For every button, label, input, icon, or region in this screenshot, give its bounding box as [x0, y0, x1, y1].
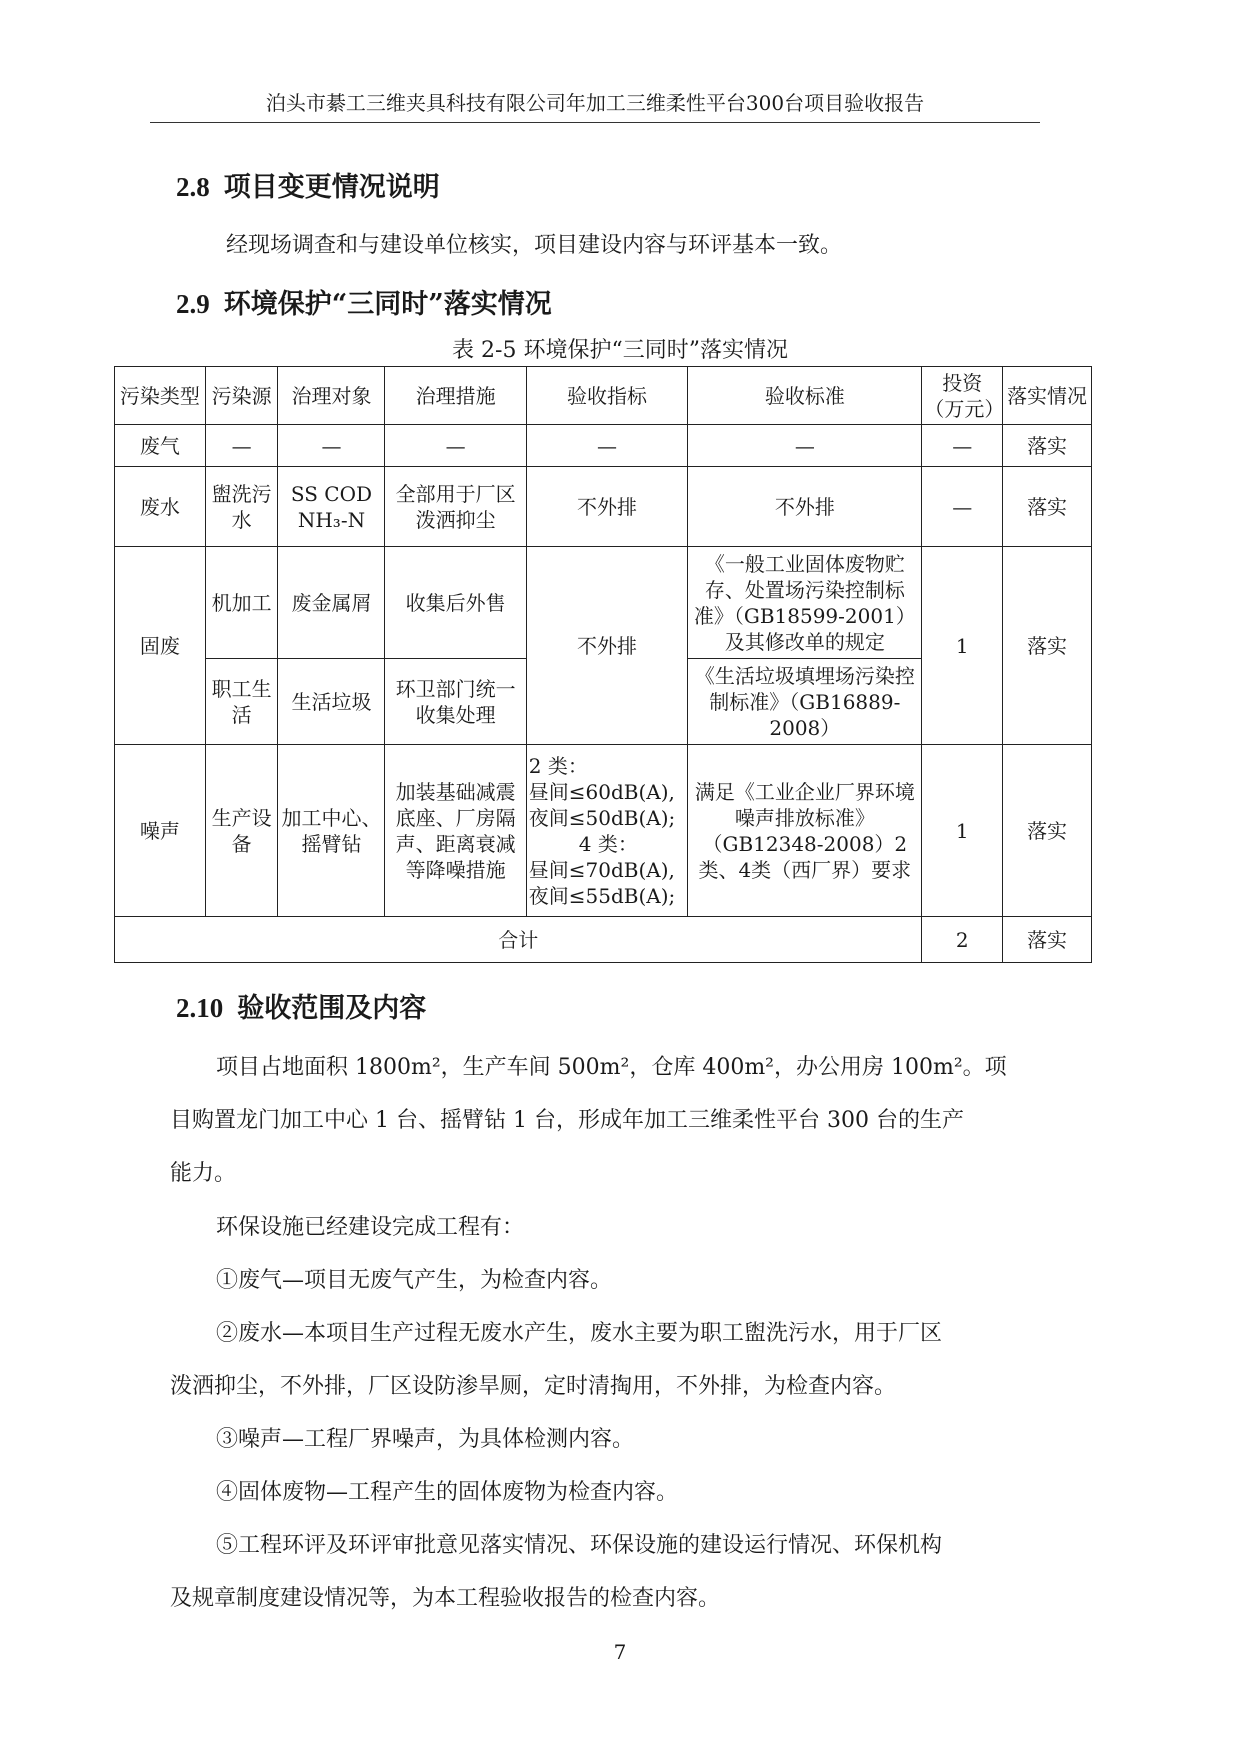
table-header-row — [115, 367, 1092, 425]
indicator-line: 夜间≤55dB(A); — [528, 883, 676, 908]
paragraph-line: 项目占地面积 1800m²，生产车间 500m²，仓库 400m²，办公用房 100m²。项 — [216, 1055, 1007, 1080]
table-row — [115, 425, 1092, 467]
cell: 落实 — [1003, 547, 1092, 745]
cell: 生产设备 — [205, 745, 278, 917]
cell: 不外排 — [526, 467, 687, 547]
cell: — — [526, 425, 687, 467]
header-cell: 投资（万元） — [922, 367, 1003, 425]
header-cell: 验收指标 — [526, 367, 687, 425]
header-cell: 治理对象 — [278, 367, 385, 425]
section-2-8-heading — [176, 165, 440, 204]
noise-indicator-cell — [526, 745, 687, 917]
cell: 落实 — [1003, 917, 1092, 963]
indicator-line: 2 类： — [528, 753, 588, 778]
section-number: 2.9 — [176, 289, 210, 319]
header-cell: 治理措施 — [385, 367, 526, 425]
page-number: 7 — [613, 1640, 627, 1664]
cell: 2 — [922, 917, 1003, 963]
table-row — [115, 547, 1092, 659]
cell: — — [688, 425, 922, 467]
cell: 盥洗污水 — [205, 467, 278, 547]
section-2-8-text: 经现场调查和与建设单位核实，项目建设内容与环评基本一致。 — [226, 233, 843, 258]
page-header: 泊头市綦工三维夹具科技有限公司年加工三维柔性平台300台项目验收报告 — [150, 88, 1040, 123]
cell: 废气 — [115, 425, 206, 467]
cell: — — [278, 425, 385, 467]
cell: 《一般工业固体废物贮存、处置场污染控制标准》（GB18599-2001）及其修改单的规定 — [688, 547, 922, 659]
table-total-row — [115, 917, 1092, 963]
header-cell: 污染源 — [205, 367, 278, 425]
section-title: 环境保护“三同时”落实情况 — [223, 289, 552, 320]
cell: 加工中心、摇臂钻 — [278, 745, 385, 917]
table-caption: 表 2-5 环境保护“三同时”落实情况 — [452, 338, 788, 363]
indicator-line: 昼间≤60dB(A), — [528, 779, 675, 804]
cell: 落实 — [1003, 467, 1092, 547]
cell: — — [205, 425, 278, 467]
cell: 固废 — [115, 547, 206, 745]
cell: 废金属屑 — [278, 547, 385, 659]
cell: — — [385, 425, 526, 467]
cell: 生活垃圾 — [278, 659, 385, 745]
section-number: 2.10 — [176, 993, 224, 1023]
section-number: 2.8 — [176, 172, 210, 202]
section-2-9-heading — [176, 282, 552, 321]
indicator-line: 夜间≤50dB(A); — [528, 805, 676, 830]
list-item: ③噪声—工程厂界噪声，为具体检测内容。 — [216, 1427, 635, 1452]
paragraph-line: 能力。 — [170, 1161, 237, 1186]
table-row — [115, 745, 1092, 917]
cell: — — [922, 425, 1003, 467]
header-cell: 落实情况 — [1003, 367, 1092, 425]
paragraph-line: 目购置龙门加工中心 1 台、摇臂钻 1 台，形成年加工三维柔性平台 300 台的生产 — [170, 1108, 964, 1133]
cell: 满足《工业企业厂界环境噪声排放标准》（GB12348-2008）2类、4类（西厂界）要求 — [688, 745, 922, 917]
cell: 机加工 — [205, 547, 278, 659]
cell: SS COD NH₃-N — [278, 467, 385, 547]
list-item: ⑤工程环评及环评审批意见落实情况、环保设施的建设运行情况、环保机构 — [216, 1533, 943, 1558]
cell: 1 — [922, 547, 1003, 745]
cell: 噪声 — [115, 745, 206, 917]
indicator-line: 4 类： — [578, 831, 638, 856]
cell: 废水 — [115, 467, 206, 547]
cell: 环卫部门统一收集处理 — [385, 659, 526, 745]
list-item: ②废水—本项目生产过程无废水产生，废水主要为职工盥洗污水，用于厂区 — [216, 1321, 943, 1346]
list-item-continuation: 泼洒抑尘，不外排，厂区设防渗旱厕，定时清掏用，不外排，为检查内容。 — [170, 1374, 897, 1399]
paragraph-line: 环保设施已经建设完成工程有： — [216, 1215, 525, 1240]
cell: 全部用于厂区泼洒抑尘 — [385, 467, 526, 547]
cell: 落实 — [1003, 745, 1092, 917]
table-row — [115, 467, 1092, 547]
three-simultaneous-table — [114, 366, 1092, 963]
cell: 1 — [922, 745, 1003, 917]
section-title: 验收范围及内容 — [237, 993, 427, 1024]
cell: 落实 — [1003, 425, 1092, 467]
header-cell: 污染类型 — [115, 367, 206, 425]
cell: 合计 — [115, 917, 922, 963]
cell: 职工生活 — [205, 659, 278, 745]
header-cell: 验收标准 — [688, 367, 922, 425]
section-2-10-heading — [176, 986, 426, 1025]
cell: 加装基础减震底座、厂房隔声、距离衰减等降噪措施 — [385, 745, 526, 917]
cell: — — [922, 467, 1003, 547]
list-item: ①废气—项目无废气产生，为检查内容。 — [216, 1268, 613, 1293]
list-item: ④固体废物—工程产生的固体废物为检查内容。 — [216, 1480, 679, 1505]
list-item-continuation: 及规章制度建设情况等，为本工程验收报告的检查内容。 — [170, 1586, 721, 1611]
cell: 不外排 — [688, 467, 922, 547]
section-title: 项目变更情况说明 — [223, 172, 440, 203]
indicator-line: 昼间≤70dB(A), — [528, 857, 675, 882]
cell: 《生活垃圾填埋场污染控制标准》（GB16889-2008） — [688, 659, 922, 745]
cell: 收集后外售 — [385, 547, 526, 659]
cell: 不外排 — [526, 547, 687, 745]
